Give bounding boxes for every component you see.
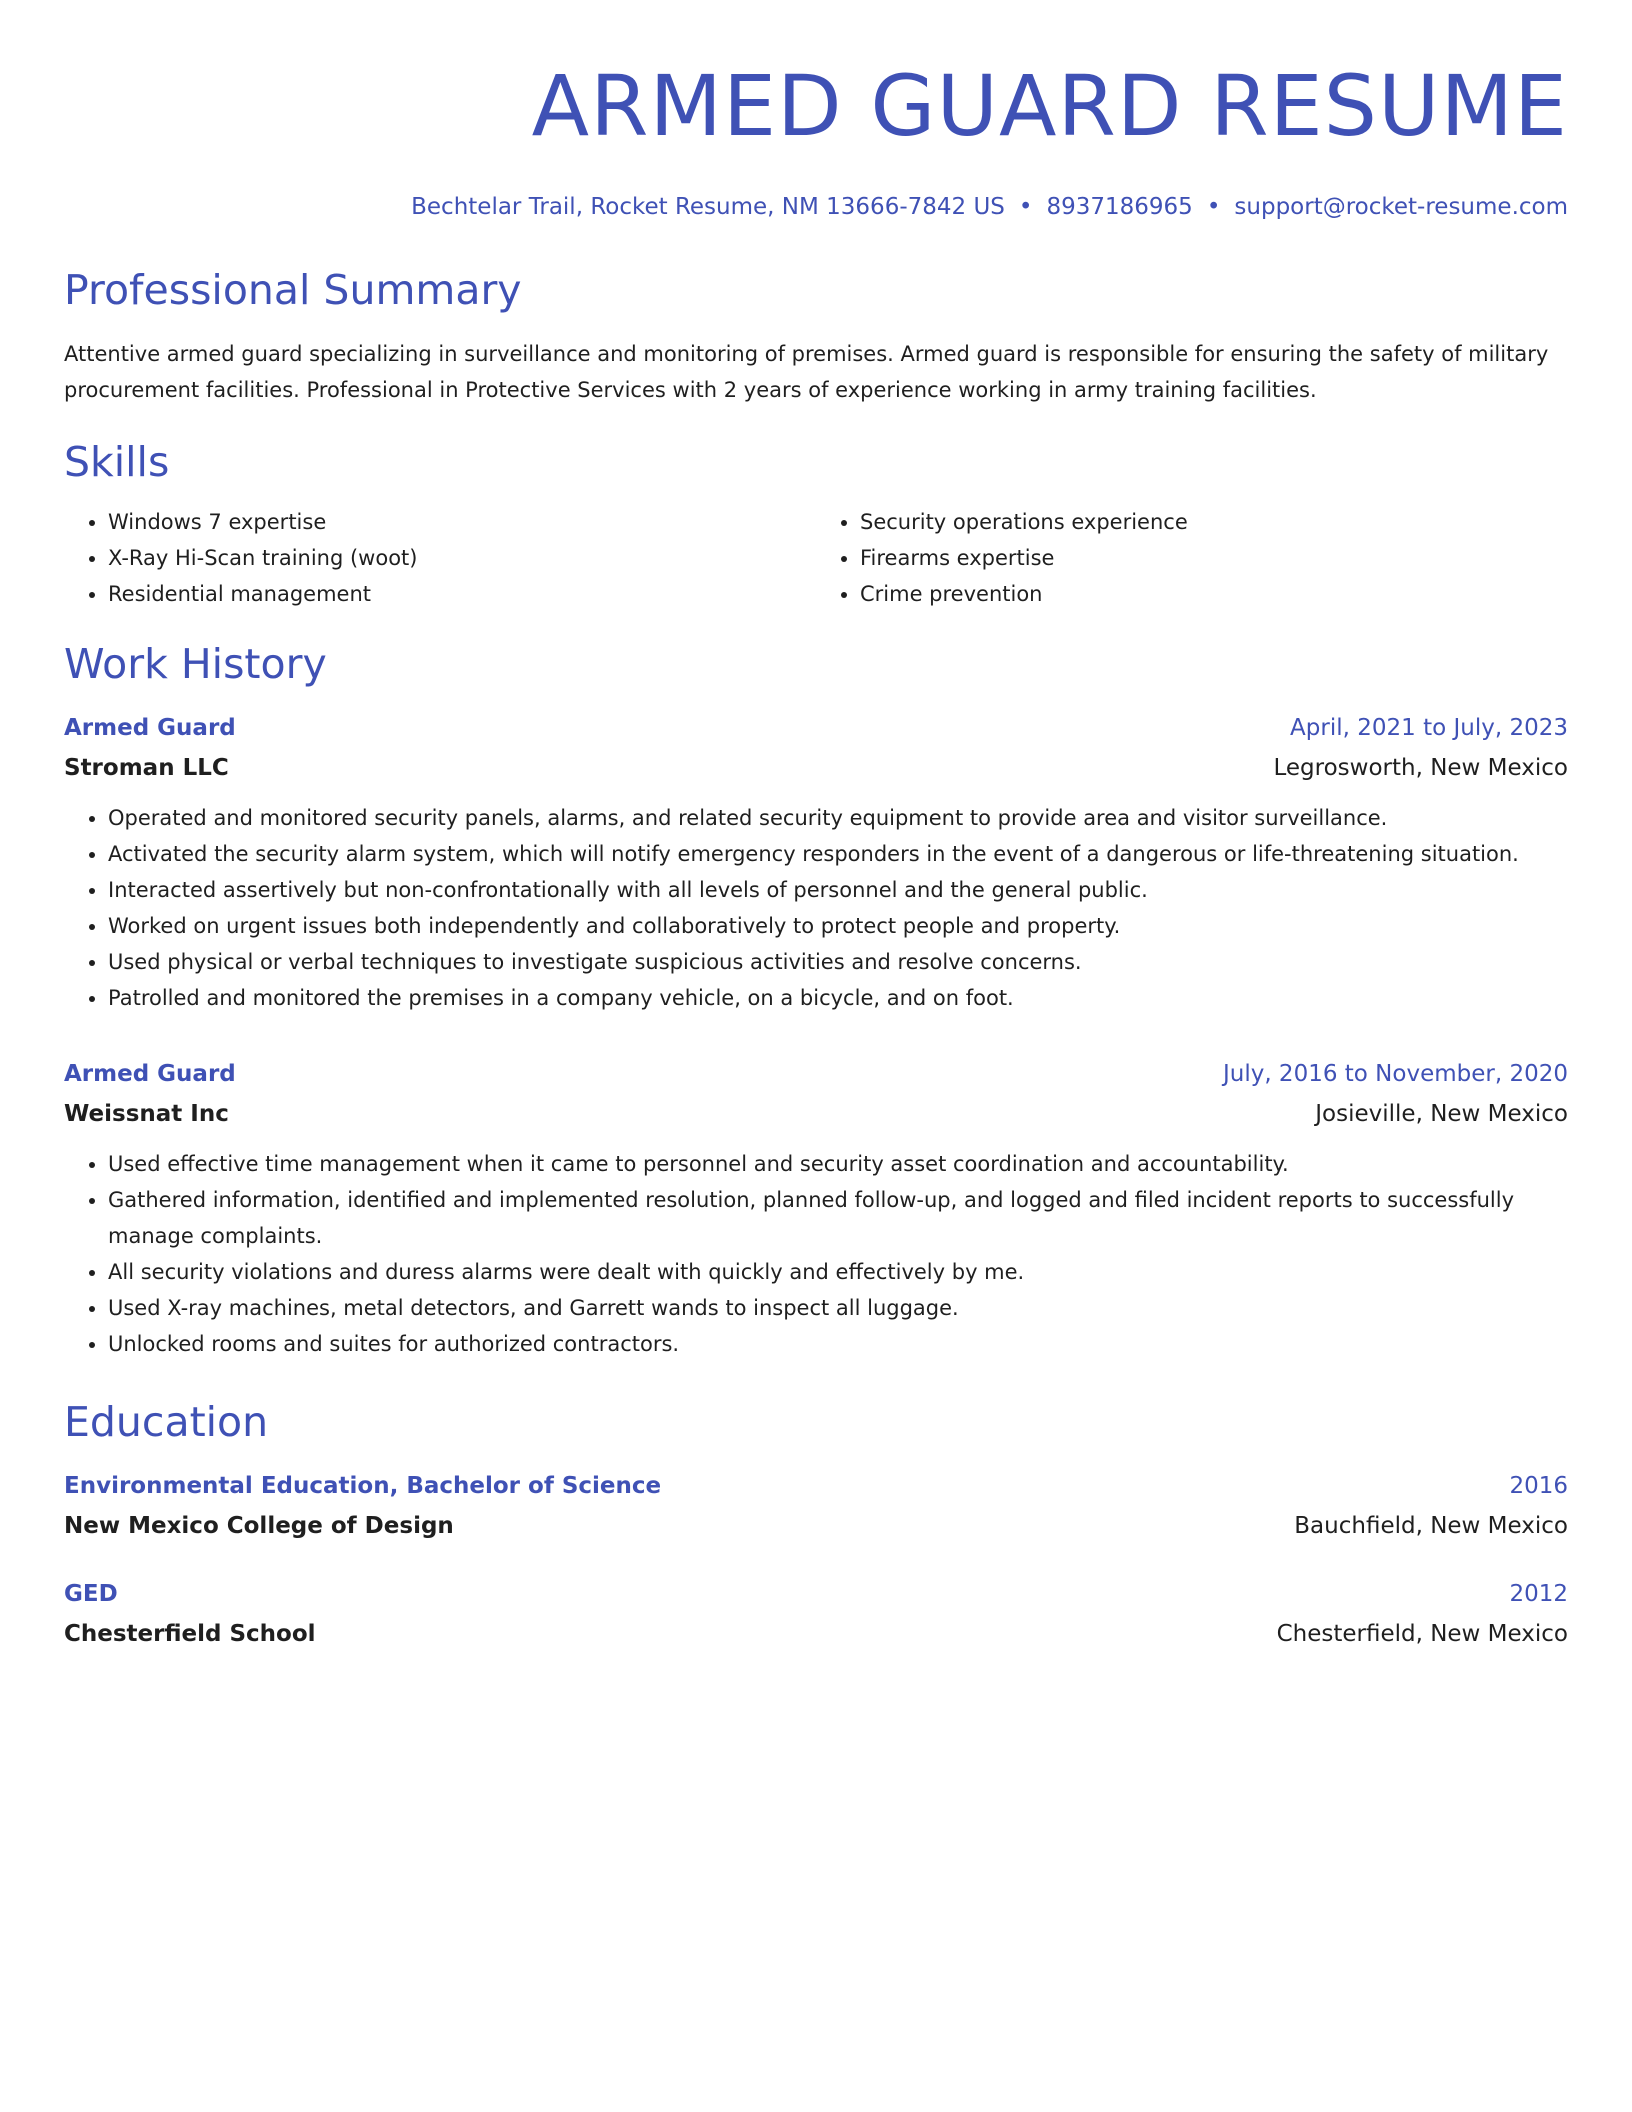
- education-school: New Mexico College of Design: [64, 1513, 454, 1539]
- summary-section: [64, 264, 1568, 408]
- education-school-row: [64, 1504, 1568, 1544]
- skill-item: • Security operations experience: [860, 504, 1568, 540]
- skills-column-left: [64, 504, 816, 612]
- contact-phone: 8937186965: [1046, 194, 1193, 220]
- job-title: Armed Guard: [64, 1061, 236, 1087]
- education-header-row: [64, 1468, 1568, 1504]
- skills-grid: [64, 504, 1568, 612]
- work-history-section: [64, 638, 1568, 1362]
- education-section: [64, 1396, 1568, 1652]
- job-header-row: [64, 710, 1568, 746]
- job-company-row: [64, 746, 1568, 786]
- job-company: Stroman LLC: [64, 755, 229, 781]
- job-bullet: • Activated the security alarm system, which will notify emergency responders in the event of a dangerous or life-threatening situation.: [108, 836, 1568, 872]
- education-location: Bauchfield, New Mexico: [1294, 1513, 1568, 1539]
- job-dates: July, 2016 to November, 2020: [1222, 1061, 1568, 1087]
- education-location: Chesterfield, New Mexico: [1276, 1621, 1568, 1647]
- job-title: Armed Guard: [64, 715, 236, 741]
- job-entry: [64, 1056, 1568, 1362]
- resume-header: [64, 58, 1568, 222]
- skill-item: • Crime prevention: [860, 576, 1568, 612]
- education-school: Chesterfield School: [64, 1621, 316, 1647]
- skill-item: • Firearms expertise: [860, 540, 1568, 576]
- education-year: 2012: [1509, 1581, 1568, 1607]
- job-bullet: • Gathered information, identified and implemented resolution, planned follow-up, and logged and filed incident reports to successfully manage complaints.: [108, 1182, 1568, 1254]
- job-company: Weissnat Inc: [64, 1101, 229, 1127]
- job-bullet: • Patrolled and monitored the premises in a company vehicle, on a bicycle, and on foot.: [108, 980, 1568, 1016]
- job-bullets: [64, 800, 1568, 1016]
- job-bullet: • All security violations and duress alarms were dealt with quickly and effectively by me.: [108, 1254, 1568, 1290]
- skills-section: [64, 436, 1568, 612]
- job-bullet: • Unlocked rooms and suites for authorized contractors.: [108, 1326, 1568, 1362]
- job-header-row: [64, 1056, 1568, 1092]
- education-degree: Environmental Education, Bachelor of Science: [64, 1473, 662, 1499]
- contact-separator: •: [1206, 194, 1221, 220]
- skills-column-right: [816, 504, 1568, 612]
- job-location: Legrosworth, New Mexico: [1273, 755, 1568, 781]
- skill-item: • Windows 7 expertise: [108, 504, 816, 540]
- job-dates: April, 2021 to July, 2023: [1290, 715, 1568, 741]
- job-bullet: • Used effective time management when it came to personnel and security asset coordination and accountability.: [108, 1146, 1568, 1182]
- job-bullets: [64, 1146, 1568, 1362]
- contact-line: [64, 192, 1568, 222]
- contact-separator: •: [1018, 194, 1033, 220]
- section-heading: Professional Summary: [64, 266, 522, 314]
- contact-email: support@rocket-resume.com: [1234, 194, 1568, 220]
- contact-address: Bechtelar Trail, Rocket Resume, NM 13666-7842 US: [411, 194, 1005, 220]
- section-heading: Education: [64, 1398, 269, 1446]
- summary-text: Attentive armed guard specializing in surveillance and monitoring of premises. Armed guard is responsible for ensuring the safety of military procurement facilities. Professional in Protective Services with 2 years of experience working in army training facilities.: [64, 342, 1549, 402]
- job-bullet: • Used physical or verbal techniques to investigate suspicious activities and resolve concerns.: [108, 944, 1568, 980]
- job-bullet: • Used X-ray machines, metal detectors, and Garrett wands to inspect all luggage.: [108, 1290, 1568, 1326]
- education-degree: GED: [64, 1581, 118, 1607]
- job-bullet: • Operated and monitored security panels, alarms, and related security equipment to provide area and visitor surveillance.: [108, 800, 1568, 836]
- job-entry: [64, 710, 1568, 1016]
- skill-item: • Residential management: [108, 576, 816, 612]
- job-location: Josieville, New Mexico: [1315, 1101, 1568, 1127]
- education-entry: [64, 1576, 1568, 1652]
- section-heading: Skills: [64, 438, 170, 486]
- skill-item: • X-Ray Hi-Scan training (woot): [108, 540, 816, 576]
- section-heading: Work History: [64, 640, 327, 688]
- job-bullet: • Worked on urgent issues both independently and collaboratively to protect people and property.: [108, 908, 1568, 944]
- job-bullet: • Interacted assertively but non-confrontationally with all levels of personnel and the general public.: [108, 872, 1568, 908]
- job-company-row: [64, 1092, 1568, 1132]
- education-entry: [64, 1468, 1568, 1544]
- education-header-row: [64, 1576, 1568, 1612]
- education-year: 2016: [1509, 1473, 1568, 1499]
- resume-title: ARMED GUARD RESUME: [531, 57, 1568, 155]
- education-school-row: [64, 1612, 1568, 1652]
